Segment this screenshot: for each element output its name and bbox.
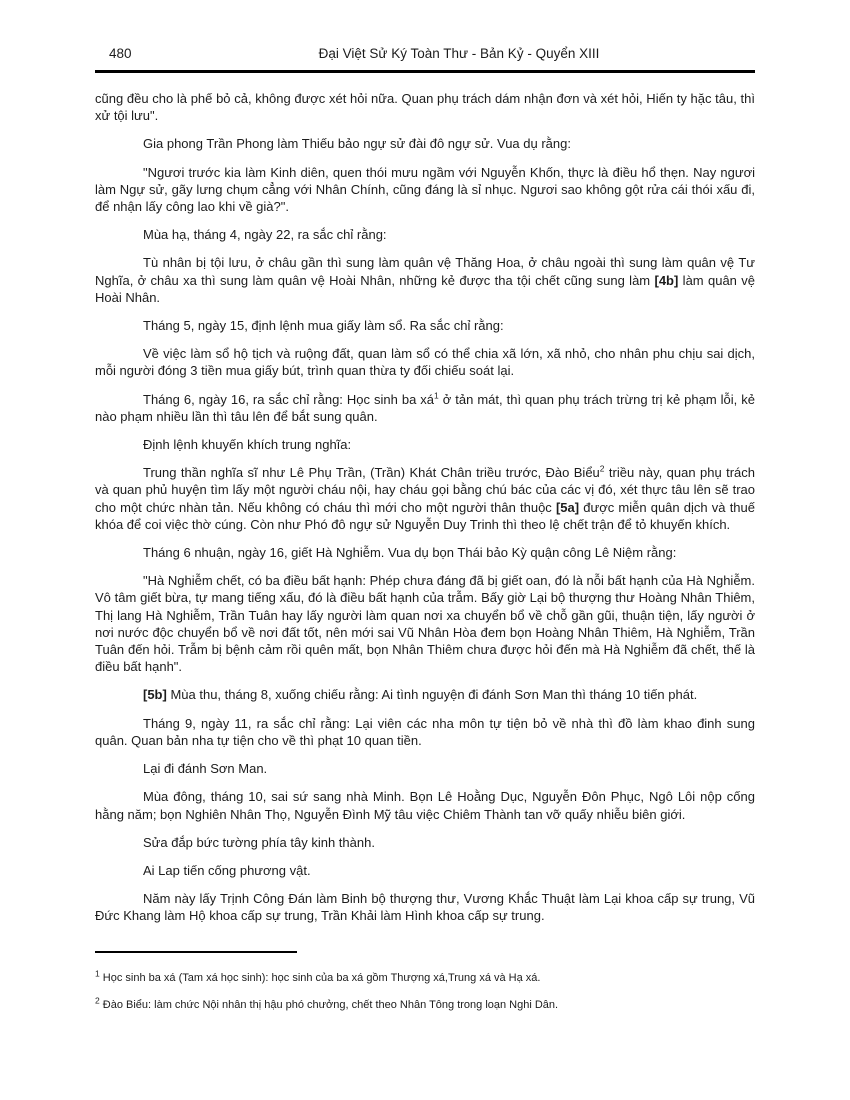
folio-marker: [5a] (555, 499, 580, 515)
footnote-ref: 1 (434, 390, 439, 401)
paragraph (95, 686, 755, 703)
page-number: 480 (109, 46, 132, 61)
paragraph-text: "Ngươi trước kia làm Kinh diên, quen thói mưu ngầm với Nguyễn Khốn, thực là điều hổ thẹn. Nay ngươi làm Ngự sử, gãy lưng chụm cẳng với Nhân Chính, cũng đáng là sỉ nhục. Ngươi sao không gột rửa cái thói xấu đi, để nhận lấy công lao khi về già?". (95, 164, 755, 215)
paragraph-text: Định lệnh khuyến khích trung nghĩa: (143, 437, 352, 453)
paragraph (95, 760, 755, 777)
paragraph-text: Tù nhân bị tội lưu, ở châu gần thì sung làm quân vệ Thăng Hoa, ở châu ngoài thì sung làm quân vệ Tư Nghĩa, ở châu xa thì sung làm quân vệ Hoài Nhân, những kẻ được tha tội chết cũng sung làm (95, 255, 755, 288)
paragraph (95, 90, 755, 124)
paragraph (95, 834, 755, 851)
paragraph-text: Tháng 5, ngày 15, định lệnh mua giấy làm sổ. Ra sắc chỉ rằng: (143, 318, 504, 334)
footnote (95, 994, 755, 1012)
paragraph (95, 890, 755, 924)
paragraph (95, 715, 755, 749)
paragraph-text: Mùa thu, tháng 8, xuống chiếu rằng: Ai tình nguyện đi đánh Sơn Man thì tháng 10 tiến phát. (166, 687, 698, 703)
paragraph (95, 254, 755, 306)
paragraph-text: Về việc làm sổ hộ tịch và ruộng đất, quan làm sổ có thể chia xã lớn, xã nhỏ, cho nhân phu chịu sai dịch, mỗi người đóng 3 tiền mua giấy bút, trình quan thừa ty đối chiếu soát lại. (95, 346, 755, 379)
paragraph (95, 436, 755, 453)
footnote (95, 967, 755, 985)
paragraph-text: Mùa hạ, tháng 4, ngày 22, ra sắc chỉ rằng: (143, 227, 387, 243)
footnote-number: 1 (95, 967, 100, 978)
paragraph (95, 317, 755, 334)
paragraph (95, 464, 755, 533)
paragraph-text: Lại đi đánh Sơn Man. (143, 761, 268, 777)
paragraph-text: Ai Lap tiến cống phương vật. (143, 862, 311, 878)
folio-marker: [4b] (654, 272, 679, 288)
paragraph-text: Trung thần nghĩa sĩ như Lê Phụ Trần, (Trần) Khát Chân triều trước, Đào Biểu (143, 465, 600, 481)
paragraph (95, 862, 755, 879)
folio-marker: [5b] (143, 687, 167, 703)
footnote-separator (95, 951, 297, 953)
document-page (95, 0, 755, 1012)
paragraph-text: Tháng 6, ngày 16, ra sắc chỉ rằng: Học sinh ba xá (143, 391, 435, 407)
running-title: Đại Việt Sử Ký Toàn Thư - Bản Kỷ - Quyển XIII (318, 46, 600, 61)
paragraph-text: Gia phong Trần Phong làm Thiếu bảo ngự sử đài đô ngự sử. Vua dụ rằng: (143, 136, 571, 152)
paragraph (95, 135, 755, 152)
paragraph (95, 391, 755, 425)
paragraph-text: Tháng 9, ngày 11, ra sắc chỉ rằng: Lại viên các nha môn tự tiện bỏ về nhà thì đồ làm khao đinh sung quân. Quan bản nha tự tiện cho về thì phạt 10 quan tiền. (95, 715, 755, 748)
paragraph-text: làm quân vệ Hoài Nhân. (95, 272, 755, 305)
paragraph (95, 788, 755, 822)
footnote-number: 2 (95, 994, 100, 1005)
paragraph (95, 226, 755, 243)
footnote-ref: 2 (599, 463, 605, 474)
document-body (95, 90, 755, 925)
paragraph-text: cũng đều cho là phế bỏ cả, không được xét hỏi nữa. Quan phụ trách dám nhận đơn và xét hỏi, Hiến ty hặc tâu, thì xử tội lưu". (95, 91, 755, 124)
footnote-text: Đào Biểu: làm chức Nội nhân thị hậu phó chưởng, chết theo Nhân Tông trong loạn Nghi Dân. (99, 998, 559, 1011)
paragraph-text: triều này, quan phụ trách và quan phủ huyện tìm lấy một người cháu nội, hay cháu gọi bằng chú bác của các vị đó, xét thực tâu lên sẽ trao cho một chức nhàn tản. Nếu không có cháu thì mới cho một người thân thuộc (95, 465, 755, 515)
paragraph (95, 572, 755, 675)
paragraph (95, 544, 755, 561)
paragraph-text: "Hà Nghiễm chết, có ba điều bất hạnh: Phép chưa đáng đã bị giết oan, đó là nỗi bất hạnh của Hà Nghiễm. Vô tâm giết bừa, tự mang tiếng xấu, đó là điều bất hạnh của trẫm. Bấy giờ Lại bộ thượng thư Hoàng Nhân Thiêm, Thị lang Hà Nghiễm, Trần Tuân hay lấy người làm quan nơi xa chuyển bổ về chỗ gần gũi, thuận tiện, lấy người ở nơi nước độc chuyển bổ về nơi đất tốt, nên mới sai Vũ Nhân Hòa đem bọn Hoàng Nhân Thiêm, Hà Nghiễm, Trần Tuân đến hỏi. Trẫm bị bệnh cảm rồi quên mất, bọn Nhân Thiêm chưa được hỏi đến mà Hà Nghiễm đã chết, thế là điều bất hạnh". (95, 573, 755, 675)
paragraph (95, 164, 755, 216)
paragraph-text: Tháng 6 nhuận, ngày 16, giết Hà Nghiễm. Vua dụ bọn Thái bảo Kỳ quận công Lê Niệm rằng: (143, 545, 677, 561)
paragraph-text: Năm này lấy Trịnh Công Đán làm Binh bộ thượng thư, Vương Khắc Thuật làm Lại khoa cấp sự trung, Vũ Đức Khang làm Hộ khoa cấp sự trung, Trần Khải làm Hình khoa cấp sự trung. (95, 891, 755, 924)
paragraph-text: được miễn quân dịch và thuế khóa để coi việc thờ cúng. Còn như Phó đô ngự sử Nguyễn Duy Trinh thì theo lệ chết trận để tỏ khuyến khích. (95, 499, 756, 532)
paragraph (95, 345, 755, 379)
paragraph-text: Sửa đắp bức tường phía tây kinh thành. (143, 834, 375, 850)
page-header (95, 46, 755, 73)
footnote-text: Học sinh ba xá (Tam xá học sinh): học sinh của ba xá gồm Thượng xá,Trung xá và Hạ xá. (99, 971, 541, 984)
footnotes-list (95, 967, 755, 1012)
paragraph-text: Mùa đông, tháng 10, sai sứ sang nhà Minh. Bọn Lê Hoằng Dục, Nguyễn Đôn Phục, Ngô Lôi nộp cống hằng năm; bọn Nghiên Nhân Thọ, Nguyễn Đình Mỹ tâu việc Chiêm Thành tan vỡ quấy nhiễu biên giới. (95, 789, 755, 822)
paragraph-text: ở tản mát, thì quan phụ trách trừng trị kẻ phạm lỗi, kẻ nào phạm nhiều lần thì tâu lên để bắt sung quân. (95, 391, 756, 424)
